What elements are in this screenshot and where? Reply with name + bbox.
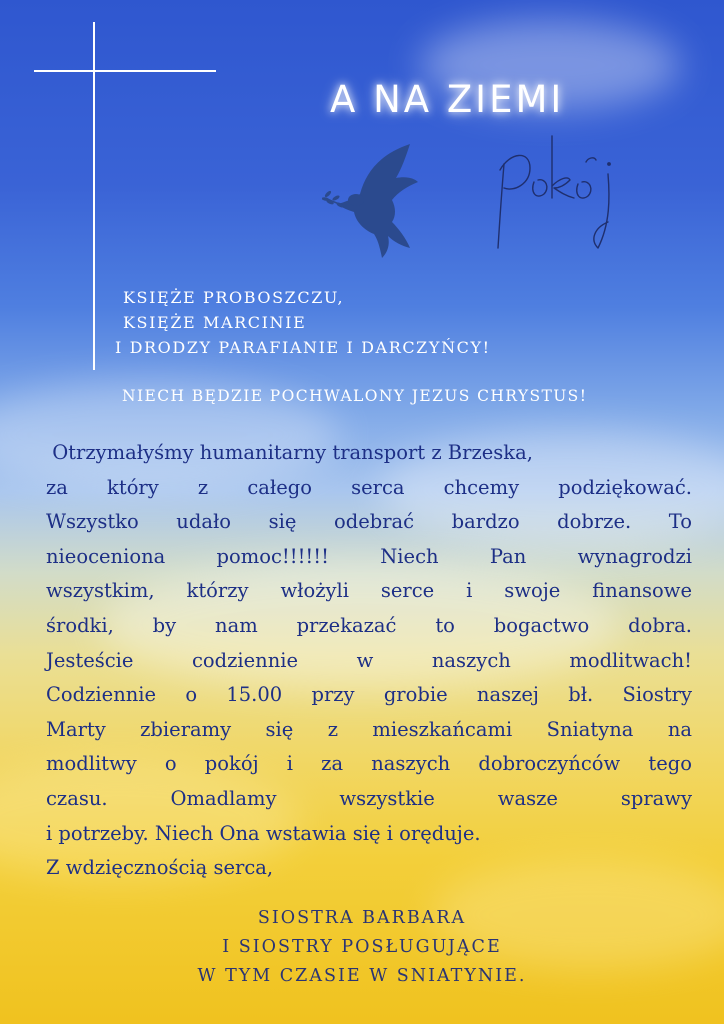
letter-line: za który z całego serca chcemy podziękować.: [46, 475, 692, 499]
greeting-line: KSIĘŻE PROBOSZCZU,: [123, 288, 345, 307]
letter-line: wszystkim, którzy włożyli serce i swoje finansowe: [46, 579, 692, 603]
headline: A NA ZIEMI: [330, 78, 565, 121]
letter-body: [46, 436, 692, 886]
signature-line: I SIOSTRY POSŁUGUJĄCE: [222, 937, 502, 957]
letter-line: Otrzymałyśmy humanitarny transport z Brzeska,: [46, 441, 533, 464]
greeting: [115, 285, 491, 360]
signature-line: W TYM CZASIE W SNIATYNIE.: [197, 966, 527, 986]
letter-line: Z wdzięcznością serca,: [46, 856, 274, 880]
dove-with-olive-branch-icon: [322, 142, 422, 260]
letter-line: Wszystko udało się odebrać bardzo dobrze. To: [46, 510, 692, 534]
signature-line: SIOSTRA BARBARA: [257, 908, 467, 928]
pokoj-script-lettering: [490, 128, 630, 253]
signature: [0, 904, 724, 991]
praise-line: NIECH BĘDZIE POCHWALONY JEZUS CHRYSTUS!: [122, 387, 588, 405]
letter-line: środki, by nam przekazać to bogactwo dobra.: [46, 613, 692, 637]
letter-line: Jesteście codziennie w naszych modlitwach!: [46, 648, 692, 672]
letter-line: i potrzeby. Niech Ona wstawia się i oręduje.: [46, 821, 481, 845]
letter-line: czasu. Omadlamy wszystkie wasze sprawy: [46, 786, 692, 810]
greeting-line: I DRODZY PARAFIANIE I DARCZYŃCY!: [115, 338, 491, 357]
letter-line: Marty zbieramy się z mieszkańcami Sniatyna na: [46, 717, 692, 741]
letter-line: Codziennie o 15.00 przy grobie naszej bł. Siostry: [46, 683, 692, 707]
letter-line: modlitwy o pokój i za naszych dobroczyńców tego: [46, 752, 692, 776]
greeting-line: KSIĘŻE MARCINIE: [123, 313, 307, 332]
letter-line: nieoceniona pomoc!!!!!! Niech Pan wynagrodzi: [46, 544, 692, 568]
